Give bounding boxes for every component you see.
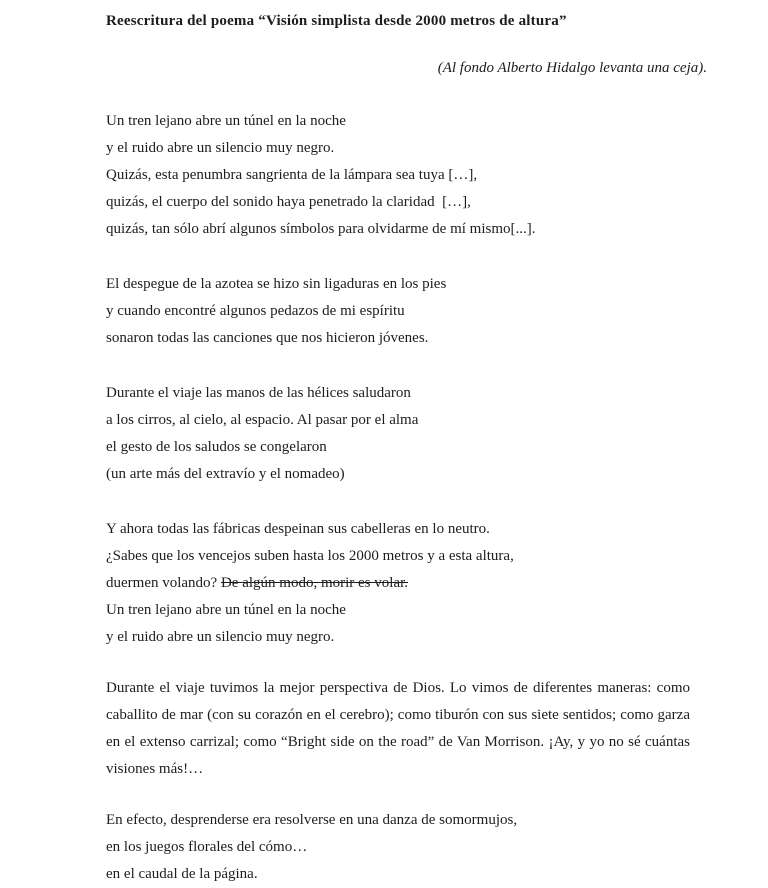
poem-line: en los juegos florales del cómo… [106,839,308,855]
poem-line: sonaron todas las canciones que nos hicieron jóvenes. [106,330,429,346]
poem-line: Quizás, esta penumbra sangrienta de la lámpara sea tuya […], [106,167,478,183]
poem-line [106,570,690,597]
poem-line: quizás, tan sólo abrí algunos símbolos para olvidarme de mí mismo[...]. [106,221,536,237]
poem-stanza [106,271,690,352]
poem-line: Y ahora todas las fábricas despeinan sus cabelleras en lo neutro. [106,521,490,537]
poem-line: el gesto de los saludos se congelaron [106,439,327,455]
poem-line: y el ruido abre un silencio muy negro. [106,140,335,156]
poem-line: quizás, el cuerpo del sonido haya penetrado la claridad […], [106,194,471,210]
poem-line: Un tren lejano abre un túnel en la noche [106,602,346,618]
poem-line: (un arte más del extravío y el nomadeo) [106,466,345,482]
poem-line: y cuando encontré algunos pedazos de mi espíritu [106,303,405,319]
poem-line: Durante el viaje las manos de las hélices saludaron [106,385,411,401]
poem-title: Reescritura del poema “Visión simplista desde 2000 metros de altura” [106,13,567,29]
poem-line: ¿Sabes que los vencejos suben hasta los 2000 metros y a esta altura, [106,548,514,564]
poem-line: en el caudal de la página. [106,866,258,882]
poem-stanza [106,380,690,488]
poem-line: En efecto, desprenderse era resolverse en una danza de somormujos, [106,812,518,828]
attribution-line: (Al fondo Alberto Hidalgo levanta una ceja). [437,60,707,76]
poem-line: Un tren lejano abre un túnel en la noche [106,113,346,129]
poem-line: a los cirros, al cielo, al espacio. Al pasar por el alma [106,412,419,428]
prose-paragraph: Durante el viaje tuvimos la mejor perspectiva de Dios. Lo vimos de diferentes maneras: como caballito de mar (con su corazón en el cerebro); como tiburón con sus siete sentidos; como garza en el extenso carrizal; como “Bright side on the road” de Van Morrison. ¡Ay, y yo no sé cuántas visiones más!… [106,680,690,777]
poem-line: El despegue de la azotea se hizo sin ligaduras en los pies [106,276,447,292]
poem-line: y el ruido abre un silencio muy negro. [106,629,335,645]
poem-stanza [106,108,690,243]
struck-text: De algún modo, morir es volar. [220,575,409,591]
poem-stanza [106,516,690,651]
poem-stanza [106,807,690,888]
line-text: duermen volando? [106,575,221,591]
poem-body [106,108,690,888]
